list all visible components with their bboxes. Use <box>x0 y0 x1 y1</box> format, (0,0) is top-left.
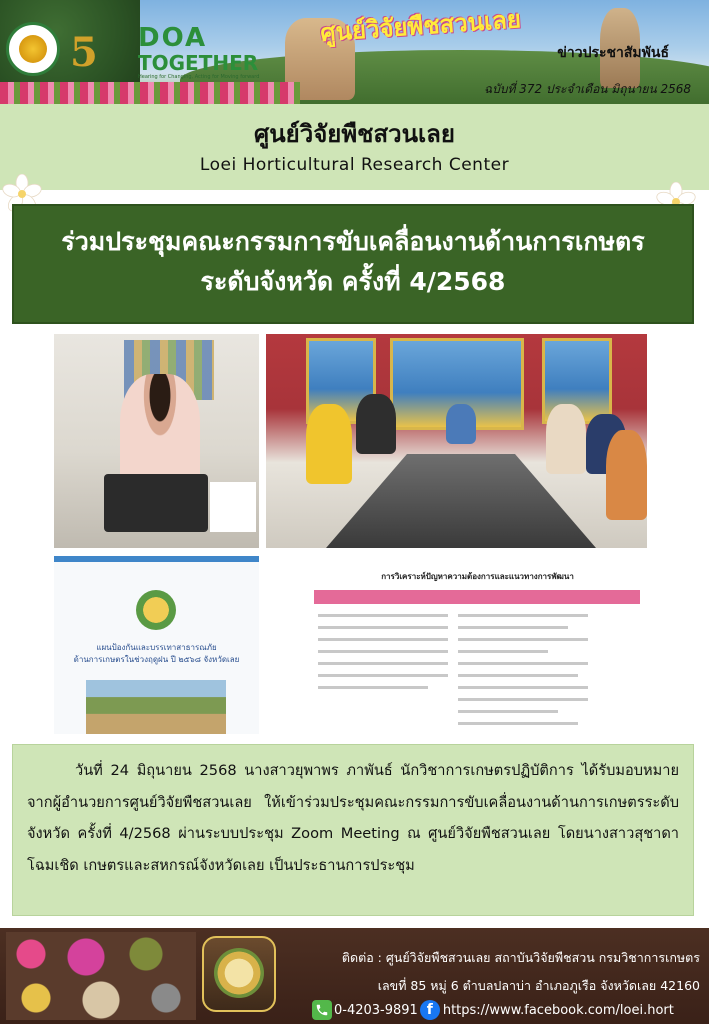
footer-badge-emblem <box>214 948 264 998</box>
analysis-text-line <box>458 650 548 653</box>
document-title-line-1: แผนป้องกันและบรรเทาสาธารณภัย <box>96 643 217 652</box>
photo-meeting-room <box>266 334 647 548</box>
photo-laptop <box>104 474 208 532</box>
article-body-box <box>12 744 694 916</box>
photo-attendee <box>446 404 476 444</box>
doa-logo-word: DOA <box>138 23 208 53</box>
analysis-text-line <box>458 698 588 701</box>
issue-label: ฉบับที่ 372 ประจำเดือน มิถุนายน 2568 <box>484 82 691 96</box>
document-title-line-2: ด้านการเกษตรในช่วงฤดูฝน ปี ๒๕๖๘ จังหวัดเลย <box>73 655 240 664</box>
photo-paper <box>210 482 256 532</box>
contact-facebook-link[interactable]: https://www.facebook.com/loei.hort <box>442 1002 674 1018</box>
doa-logo-word2: TOGETHER <box>138 51 259 75</box>
analysis-text-line <box>458 722 578 725</box>
contact-links-row <box>312 998 674 1022</box>
banner-flowers <box>0 82 300 104</box>
analysis-text-line <box>318 614 448 617</box>
document-emblem-icon <box>136 590 176 630</box>
center-name-band <box>0 104 709 190</box>
center-name-english: Loei Horticultural Research Center <box>199 155 510 175</box>
photo-attendee <box>306 404 352 484</box>
headline-line-1: ร่วมประชุมคณะกรรมการขับเคลื่อนงานด้านการเกษตร <box>61 227 645 256</box>
photo-attendee <box>546 404 586 474</box>
analysis-text-line <box>318 650 448 653</box>
news-label: ข่าวประชาสัมพันธ์ <box>557 45 669 61</box>
analysis-text-line <box>458 626 568 629</box>
analysis-text-line <box>318 662 448 665</box>
photo-document-cover <box>54 556 259 734</box>
photo-analysis-table <box>308 556 647 734</box>
photo-attendee <box>356 394 396 454</box>
headline-box <box>12 204 694 324</box>
phone-icon <box>312 1000 332 1020</box>
analysis-text-line <box>318 626 448 629</box>
analysis-text-line <box>458 662 588 665</box>
footer-contact-bar <box>0 928 709 1024</box>
center-name-thai: ศูนย์วิจัยพืชสวนเลย <box>254 120 455 148</box>
contact-address: เลขที่ 85 หมู่ 6 ตำบลปลาบ่า อำเภอภูเรือ จังหวัดเลย 42160 <box>377 978 700 993</box>
analysis-text-line <box>458 710 558 713</box>
analysis-table-title: การวิเคราะห์ปัญหาความต้องการและแนวทางการพัฒนา <box>381 572 574 581</box>
doa-together-logo <box>138 24 268 84</box>
analysis-text-line <box>458 638 588 641</box>
footer-center-badge-logo <box>202 936 276 1012</box>
document-title <box>64 642 249 666</box>
contact-line-1: ติดต่อ : ศูนย์วิจัยพืชสวนเลย สถาบันวิจัยพืชสวน กรมวิชาการเกษตร <box>341 950 700 965</box>
article-body-text: วันที่ 24 มิถุนายน 2568 นางสาวยุพาพร ภาพันธ์ นักวิชาการเกษตรปฏิบัติการ ได้รับมอบหมายจากผู้อำนวยการศูนย์วิจัยพืชสวนเลย ให้เข้าร่วมประชุมคณะกรรมการขับเคลื่อนงานด้านการเกษตรระดับจังหวัด ครั้งที่ 4/2568 ผ่านระบบประชุม Zoom Meeting ณ ศูนย์วิจัยพืชสวนเลย โดยนางสาวสุชาดา โฉมเชิด เกษตรและสหกรณ์จังหวัดเลย เป็นประธานการประชุม <box>27 762 679 874</box>
document-field-photo <box>86 680 226 734</box>
analysis-text-line <box>458 614 588 617</box>
anniversary-logo: 5 <box>70 29 98 76</box>
contact-phone-number[interactable]: 0-4203-9891 <box>334 1002 418 1018</box>
banner-title: ศูนย์วิจัยพืชสวนเลย <box>319 5 522 48</box>
analysis-table-header <box>314 590 640 604</box>
footer-produce-collage <box>6 932 196 1020</box>
facebook-icon: f <box>420 1000 440 1020</box>
photo-zoom-participant <box>54 334 259 548</box>
analysis-text-line <box>458 674 578 677</box>
department-seal-logo <box>6 22 60 76</box>
photo-attendee <box>606 430 647 520</box>
headline-line-2: ระดับจังหวัด ครั้งที่ 4/2568 <box>200 267 506 296</box>
analysis-text-line <box>458 686 588 689</box>
analysis-text-line <box>318 674 448 677</box>
analysis-text-line <box>318 638 448 641</box>
doa-logo-tagline: Hearing for Changing, Acting for Moving forward <box>138 74 260 80</box>
header-banner <box>0 0 709 104</box>
analysis-text-line <box>318 686 428 689</box>
